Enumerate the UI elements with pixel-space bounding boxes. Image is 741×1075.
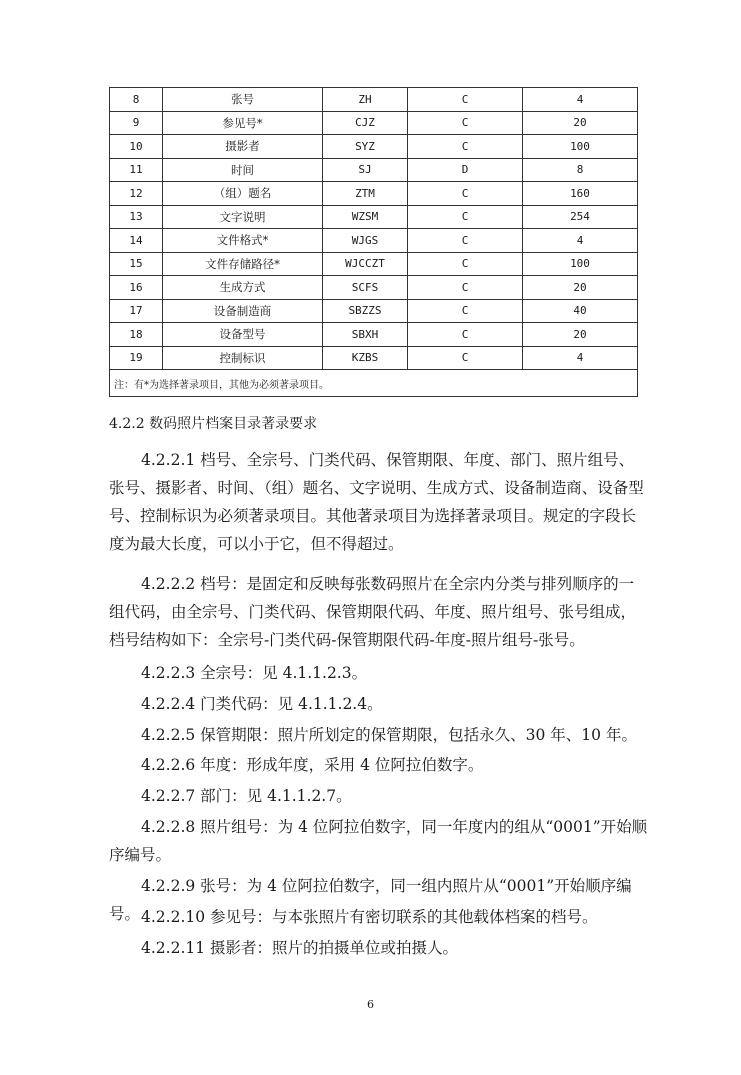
table-row: [110, 182, 638, 206]
field-type-cell: D: [408, 158, 523, 182]
table-row: [110, 205, 638, 229]
field-name-cell: 文件格式*: [163, 229, 323, 253]
paragraph-4-2-2-5: [109, 721, 649, 749]
table-row: [110, 158, 638, 182]
paragraph-text: 4.2.2.7 部门：见 4.1.1.2.7。: [141, 787, 352, 805]
section-title: 4.2.2 数码照片档案目录著录要求: [109, 416, 318, 432]
field-length-cell: 4: [523, 88, 638, 112]
paragraph-text: 4.2.2.9 张号：为 4 位阿拉伯数字，同一组内照片从“0001”开始顺序编号。: [109, 877, 632, 923]
table-row: [110, 135, 638, 159]
field-code-cell: SBZZS: [323, 299, 408, 323]
row-number-cell: 17: [110, 299, 163, 323]
row-number-cell: 18: [110, 323, 163, 347]
field-type-cell: C: [408, 111, 523, 135]
paragraph-text: 4.2.2.5 保管期限：照片所划定的保管期限，包括永久、30 年、10 年。: [141, 726, 637, 744]
paragraph-text: 4.2.2.3 全宗号：见 4.1.1.2.3。: [141, 664, 368, 682]
row-number-cell: 10: [110, 135, 163, 159]
field-name-cell: 张号: [163, 88, 323, 112]
field-name-cell: 文字说明: [163, 205, 323, 229]
field-length-cell: 160: [523, 182, 638, 206]
field-code-cell: KZBS: [323, 346, 408, 370]
row-number-cell: 12: [110, 182, 163, 206]
paragraph-text: 4.2.2.10 参见号：与本张照片有密切联系的其他载体档案的档号。: [141, 908, 598, 926]
table-note: 注：有*为选择著录项目，其他为必须著录项目。: [110, 370, 638, 397]
field-table-container: [109, 87, 637, 397]
field-length-cell: 100: [523, 252, 638, 276]
field-name-cell: 设备型号: [163, 323, 323, 347]
paragraph-4-2-2-8: [109, 813, 649, 869]
table-row: [110, 88, 638, 112]
field-length-cell: 4: [523, 346, 638, 370]
field-type-cell: C: [408, 252, 523, 276]
field-type-cell: C: [408, 229, 523, 253]
field-code-cell: SCFS: [323, 276, 408, 300]
field-code-cell: CJZ: [323, 111, 408, 135]
field-name-cell: 生成方式: [163, 276, 323, 300]
row-number-cell: 13: [110, 205, 163, 229]
field-code-cell: SJ: [323, 158, 408, 182]
field-table-body: [110, 88, 638, 397]
field-name-cell: 设备制造商: [163, 299, 323, 323]
paragraph-text: 4.2.2.1 档号、全宗号、门类代码、保管期限、年度、部门、照片组号、张号、摄影者、时间、（组）题名、文字说明、生成方式、设备制造商、设备型号、控制标识为必须著录项目。其他著录项目为选择著录项目。规定的字段长度为最大长度，可以小于它，但不得超过。: [109, 451, 644, 553]
table-row: [110, 346, 638, 370]
row-number-cell: 19: [110, 346, 163, 370]
field-code-cell: WJCCZT: [323, 252, 408, 276]
field-name-cell: 参见号*: [163, 111, 323, 135]
paragraph-4-2-2-11: [109, 934, 649, 962]
table-row: [110, 252, 638, 276]
field-type-cell: C: [408, 346, 523, 370]
field-name-cell: 控制标识: [163, 346, 323, 370]
row-number-cell: 16: [110, 276, 163, 300]
table-note-row: [110, 370, 638, 397]
field-code-cell: SBXH: [323, 323, 408, 347]
field-type-cell: C: [408, 276, 523, 300]
field-type-cell: C: [408, 135, 523, 159]
paragraph-text: 4.2.2.11 摄影者：照片的拍摄单位或拍摄人。: [141, 939, 459, 957]
field-length-cell: 4: [523, 229, 638, 253]
table-row: [110, 229, 638, 253]
field-code-cell: WZSM: [323, 205, 408, 229]
table-row: [110, 299, 638, 323]
field-code-cell: ZTM: [323, 182, 408, 206]
paragraph-4-2-2-1: [109, 446, 649, 558]
table-row: [110, 276, 638, 300]
field-name-cell: 时间: [163, 158, 323, 182]
field-table: [109, 87, 638, 397]
paragraph-text: 4.2.2.6 年度：形成年度，采用 4 位阿拉伯数字。: [141, 756, 484, 774]
row-number-cell: 14: [110, 229, 163, 253]
field-name-cell: 文件存储路径*: [163, 252, 323, 276]
paragraph-4-2-2-3: [109, 659, 649, 687]
field-length-cell: 254: [523, 205, 638, 229]
field-type-cell: C: [408, 323, 523, 347]
field-type-cell: C: [408, 205, 523, 229]
field-length-cell: 20: [523, 323, 638, 347]
field-type-cell: C: [408, 299, 523, 323]
field-code-cell: ZH: [323, 88, 408, 112]
field-length-cell: 40: [523, 299, 638, 323]
table-row: [110, 323, 638, 347]
paragraph-4-2-2-2: [109, 570, 649, 654]
paragraph-4-2-2-4: [109, 690, 649, 718]
field-type-cell: C: [408, 88, 523, 112]
field-code-cell: SYZ: [323, 135, 408, 159]
field-type-cell: C: [408, 182, 523, 206]
field-length-cell: 20: [523, 111, 638, 135]
page-number: 6: [367, 998, 374, 1011]
field-name-cell: 摄影者: [163, 135, 323, 159]
paragraph-4-2-2-7: [109, 782, 649, 810]
paragraph-text: 4.2.2.4 门类代码：见 4.1.1.2.4。: [141, 695, 383, 713]
row-number-cell: 8: [110, 88, 163, 112]
table-row: [110, 111, 638, 135]
row-number-cell: 15: [110, 252, 163, 276]
field-code-cell: WJGS: [323, 229, 408, 253]
paragraph-text: 4.2.2.8 照片组号：为 4 位阿拉伯数字，同一年度内的组从“0001”开始顺序编号。: [109, 818, 648, 864]
paragraph-text: 4.2.2.2 档号：是固定和反映每张数码照片在全宗内分类与排列顺序的一组代码，由全宗号、门类代码、保管期限代码、年度、照片组号、张号组成，档号结构如下：全宗号-门类代码-保管期限代码-年度-照片组号-张号。: [109, 575, 637, 649]
field-length-cell: 8: [523, 158, 638, 182]
row-number-cell: 11: [110, 158, 163, 182]
row-number-cell: 9: [110, 111, 163, 135]
paragraph-4-2-2-6: [109, 751, 649, 779]
paragraph-4-2-2-10: [109, 903, 649, 931]
field-length-cell: 100: [523, 135, 638, 159]
field-name-cell: （组）题名: [163, 182, 323, 206]
field-length-cell: 20: [523, 276, 638, 300]
